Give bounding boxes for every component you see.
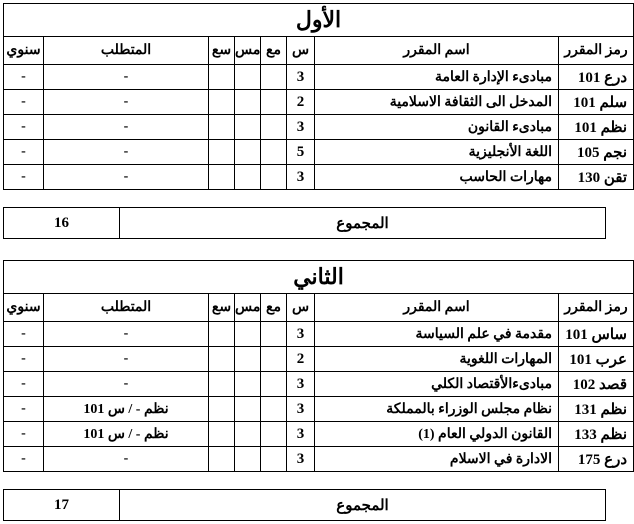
year-cell: -	[4, 322, 44, 347]
prereq-cell: -	[44, 90, 209, 115]
course-name-cell: الادارة في الاسلام	[315, 447, 559, 472]
prereq-cell: 101 نظم - / س	[44, 422, 209, 447]
header-year: سنوي	[4, 37, 44, 65]
year-cell: -	[4, 165, 44, 190]
hours-cell: 3	[287, 447, 315, 472]
course-code-cell: 105 نجم	[559, 140, 634, 165]
hours-cell: 3	[287, 397, 315, 422]
sa-cell	[209, 140, 235, 165]
semester-1-total-table	[3, 207, 606, 239]
table-row	[4, 447, 634, 472]
year-cell: -	[4, 347, 44, 372]
year-cell: -	[4, 447, 44, 472]
year-cell: -	[4, 115, 44, 140]
mas-cell	[235, 447, 261, 472]
hours-cell: 2	[287, 90, 315, 115]
ma-cell	[261, 422, 287, 447]
hours-cell: 3	[287, 322, 315, 347]
header-course-code: رمز المقرر	[559, 37, 634, 65]
prereq-cell: -	[44, 372, 209, 397]
course-code-cell: 102 قصد	[559, 372, 634, 397]
header-ma: مع	[261, 37, 287, 65]
header-prereq: المتطلب	[44, 294, 209, 322]
course-code-cell: 101 ساس	[559, 322, 634, 347]
hours-cell: 3	[287, 65, 315, 90]
table-row	[4, 65, 634, 90]
semester-1-header-row	[4, 37, 634, 65]
header-mas: مس	[235, 294, 261, 322]
mas-cell	[235, 397, 261, 422]
course-code-cell: 131 نظم	[559, 397, 634, 422]
sa-cell	[209, 397, 235, 422]
table-row	[4, 397, 634, 422]
prereq-cell: 101 نظم - / س	[44, 397, 209, 422]
table-row	[4, 322, 634, 347]
course-name-cell: القانون الدولي العام (1)	[315, 422, 559, 447]
header-sa: سع	[209, 294, 235, 322]
ma-cell	[261, 140, 287, 165]
year-cell: -	[4, 90, 44, 115]
table-row	[4, 347, 634, 372]
total-label: المجموع	[120, 208, 606, 239]
course-code-cell: 101 درع	[559, 65, 634, 90]
ma-cell	[261, 447, 287, 472]
hours-cell: 3	[287, 115, 315, 140]
sa-cell	[209, 347, 235, 372]
hours-cell: 5	[287, 140, 315, 165]
sa-cell	[209, 322, 235, 347]
prereq-cell: -	[44, 65, 209, 90]
mas-cell	[235, 422, 261, 447]
sa-cell	[209, 115, 235, 140]
year-cell: -	[4, 372, 44, 397]
ma-cell	[261, 165, 287, 190]
header-ma: مع	[261, 294, 287, 322]
mas-cell	[235, 140, 261, 165]
header-course-code: رمز المقرر	[559, 294, 634, 322]
header-course-name: اسم المقرر	[315, 37, 559, 65]
mas-cell	[235, 165, 261, 190]
sa-cell	[209, 372, 235, 397]
ma-cell	[261, 397, 287, 422]
course-name-cell: نظام مجلس الوزراء بالمملكة	[315, 397, 559, 422]
course-code-cell: 175 درع	[559, 447, 634, 472]
table-row	[4, 422, 634, 447]
table-row	[4, 165, 634, 190]
header-year: سنوي	[4, 294, 44, 322]
semester-2-header-row	[4, 294, 634, 322]
mas-cell	[235, 347, 261, 372]
table-row	[4, 115, 634, 140]
year-cell: -	[4, 422, 44, 447]
mas-cell	[235, 65, 261, 90]
total-value: 17	[4, 490, 120, 521]
course-name-cell: المدخل الى الثقافة الاسلامية	[315, 90, 559, 115]
header-mas: مس	[235, 37, 261, 65]
hours-cell: 3	[287, 372, 315, 397]
course-name-cell: مقدمة في علم السياسة	[315, 322, 559, 347]
course-name-cell: اللغة الأنجليزية	[315, 140, 559, 165]
course-code-cell: 101 عرب	[559, 347, 634, 372]
header-hours: س	[287, 37, 315, 65]
mas-cell	[235, 115, 261, 140]
semester-1-title: الأول	[4, 4, 634, 37]
sa-cell	[209, 422, 235, 447]
semester-1-table	[3, 3, 634, 190]
mas-cell	[235, 372, 261, 397]
course-code-cell: 101 نظم	[559, 115, 634, 140]
year-cell: -	[4, 65, 44, 90]
header-course-name: اسم المقرر	[315, 294, 559, 322]
mas-cell	[235, 322, 261, 347]
prereq-cell: -	[44, 165, 209, 190]
course-name-cell: مبادىء الإدارة العامة	[315, 65, 559, 90]
course-code-cell: 101 سلم	[559, 90, 634, 115]
header-sa: سع	[209, 37, 235, 65]
ma-cell	[261, 90, 287, 115]
course-name-cell: مبادىءالأقتصاد الكلي	[315, 372, 559, 397]
prereq-cell: -	[44, 447, 209, 472]
ma-cell	[261, 115, 287, 140]
semester-2-table	[3, 260, 634, 472]
sa-cell	[209, 65, 235, 90]
table-row	[4, 90, 634, 115]
sa-cell	[209, 165, 235, 190]
ma-cell	[261, 347, 287, 372]
ma-cell	[261, 372, 287, 397]
course-code-cell: 130 تقن	[559, 165, 634, 190]
course-name-cell: مبادىء القانون	[315, 115, 559, 140]
header-hours: س	[287, 294, 315, 322]
hours-cell: 2	[287, 347, 315, 372]
hours-cell: 3	[287, 165, 315, 190]
total-row	[4, 490, 606, 521]
total-label: المجموع	[120, 490, 606, 521]
sa-cell	[209, 447, 235, 472]
prereq-cell: -	[44, 322, 209, 347]
year-cell: -	[4, 140, 44, 165]
total-value: 16	[4, 208, 120, 239]
ma-cell	[261, 65, 287, 90]
year-cell: -	[4, 397, 44, 422]
course-code-cell: 133 نظم	[559, 422, 634, 447]
semester-2-title: الثاني	[4, 261, 634, 294]
semester-2-total-table	[3, 489, 606, 521]
sa-cell	[209, 90, 235, 115]
prereq-cell: -	[44, 347, 209, 372]
course-name-cell: مهارات الحاسب	[315, 165, 559, 190]
hours-cell: 3	[287, 422, 315, 447]
mas-cell	[235, 90, 261, 115]
course-name-cell: المهارات اللغوية	[315, 347, 559, 372]
table-row	[4, 140, 634, 165]
table-row	[4, 372, 634, 397]
prereq-cell: -	[44, 140, 209, 165]
total-row	[4, 208, 606, 239]
header-prereq: المتطلب	[44, 37, 209, 65]
prereq-cell: -	[44, 115, 209, 140]
ma-cell	[261, 322, 287, 347]
